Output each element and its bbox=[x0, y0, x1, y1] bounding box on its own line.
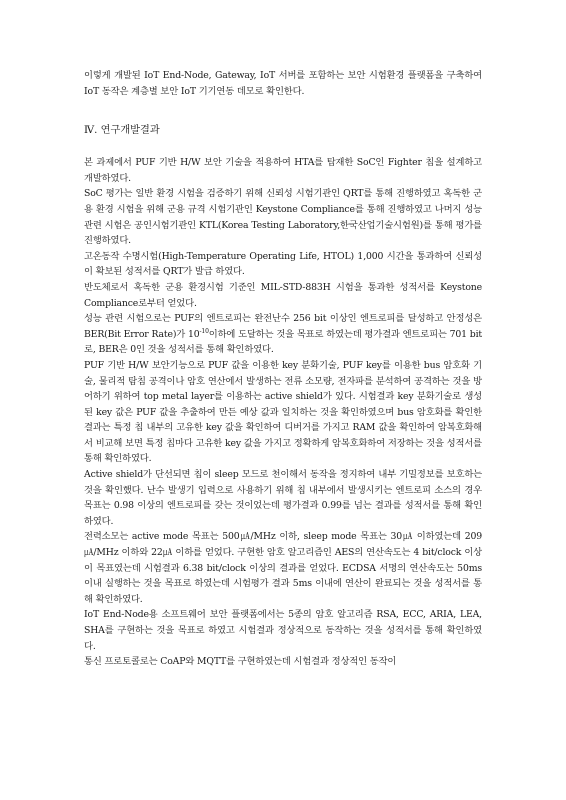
puf-entropy-text-b: 이하에 도달하는 것을 목표로 하였는데 평가결과 엔트로피는 701 bit로, BER은 0인 것을 성적서를 통해 확인하였다. bbox=[84, 328, 482, 356]
ber-exponent: -10 bbox=[199, 327, 209, 335]
intro-paragraph: 이렇게 개발된 IoT End-Node, Gateway, IoT 서버를 포함하는 보안 시험환경 플랫폼을 구축하여 IoT 동작은 계층별 보안 IoT 기기연동 데모로 확인한다. bbox=[84, 70, 482, 97]
section-heading: Ⅳ. 연구개발결과 bbox=[84, 125, 160, 137]
paragraph-htol: 고온동작 수명시험(High-Temperature Operating Life, HTOL) 1,000 시간을 통과하여 신뢰성이 확보된 성적서를 QRT가 발급 하였다. bbox=[84, 250, 482, 278]
paragraph-fighter-chip: 본 과제에서 PUF 기반 H/W 보안 기술을 적용하여 HTA를 탑재한 SoC인 Fighter 칩을 설계하고 개발하였다. bbox=[84, 157, 482, 184]
paragraph-puf-hw-security: PUF 기반 H/W 보안기능으로 PUF 값을 이용한 key 분화기술, PUF key를 이용한 bus 암호화 기술, 물리적 탐침 공격이나 암호 연산에서 발생하는 전류 소모량, 전자파를 분석하여 공격하는 것을 방어하기 위하여 top metal layer를 이용하는 active shield가 있다. 시험결과 key 분화기술로 생성된 key 값은 PUF 값을 추출하여 만든 예상 값과 일치하는 것을 확인하였으며 bus 암호화를 확인한 결과는 특정 칩 내부의 고유한 key 값을 확인하여 디버거를 가지고 RAM 값을 확인하여 암복호화해서 비교해 보면 특정 칩마다 고유한 key 값을 가지고 정확하게 암복호화하여 저장하는 것을 성적서를 통해 확인하였다. bbox=[84, 359, 482, 465]
paragraph-software-platform: IoT End-Node용 소프트웨어 보안 플랫폼에서는 5종의 암호 알고리즘 RSA, ECC, ARIA, LEA, SHA를 구현하는 것을 목표로 하였고 시험결과 정상적으로 동작하는 것을 성적서를 통해 확인하였다. bbox=[84, 609, 482, 652]
paragraph-puf-entropy bbox=[84, 311, 482, 358]
paragraph-active-shield: Active shield가 단선되면 칩이 sleep 모드로 천이해서 동작을 정지하여 내부 기밀정보를 보호하는 것을 확인했다. 난수 발생기 입력으로 사용하기 위해 칩 내부에서 발생시키는 엔트로피 소스의 경우 목표는 0.98 이상의 엔트로피를 갖는 것이었는데 평가결과 0.99를 넘는 결과를 성적서를 통해 확인하였다. bbox=[84, 469, 482, 527]
puf-entropy-text-a: 성능 관련 시험으로는 PUF의 엔트로피는 완전난수 256 bit 이상인 엔트로피를 달성하고 안정성은 BER(Bit Error Rate)가 10 bbox=[84, 313, 482, 340]
paragraph-power-consumption: 전력소모는 active mode 목표는 500㎂/MHz 이하, sleep mode 목표는 30㎂ 이하였는데 209㎂/MHz 이하와 22㎂ 이하를 얻었다. 구현한 암호 알고리즘인 AES의 연산속도는 4 bit/clock 이상이 목표였는데 시험결과 6.38 bit/clock 이상의 결과를 얻었다. ECDSA 서명의 연산속도는 50ms 이내 실행하는 것을 목표로 하였는데 시험평가 결과 5ms 이내에 연산이 완료되는 것을 성적서를 통해 확인하였다. bbox=[84, 531, 482, 605]
paragraph-mil-std: 반도체로서 혹독한 군용 환경시험 기준인 MIL-STD-883H 시험을 통과한 성적서를 Keystone Compliance로부터 얻었다. bbox=[84, 281, 482, 309]
paragraph-protocol: 통신 프로토콜로는 CoAP와 MQTT를 구현하였는데 시험결과 정상적인 동작이 bbox=[84, 656, 397, 668]
paragraph-soc-evaluation: SoC 평가는 일반 환경 시험을 검증하기 위해 신뢰성 시험기관인 QRT를 통해 진행하였고 혹독한 군용 환경 시험을 위해 군용 규격 시험기관인 Keystone Compliance를 통해 진행하였고 나머지 성능 관련 시험은 공인시험기관인 KTL(Korea Testing Laboratory,한국산업기술시험원)를 통해 평가를 진행하였다. bbox=[84, 188, 482, 247]
document-page bbox=[84, 68, 482, 670]
